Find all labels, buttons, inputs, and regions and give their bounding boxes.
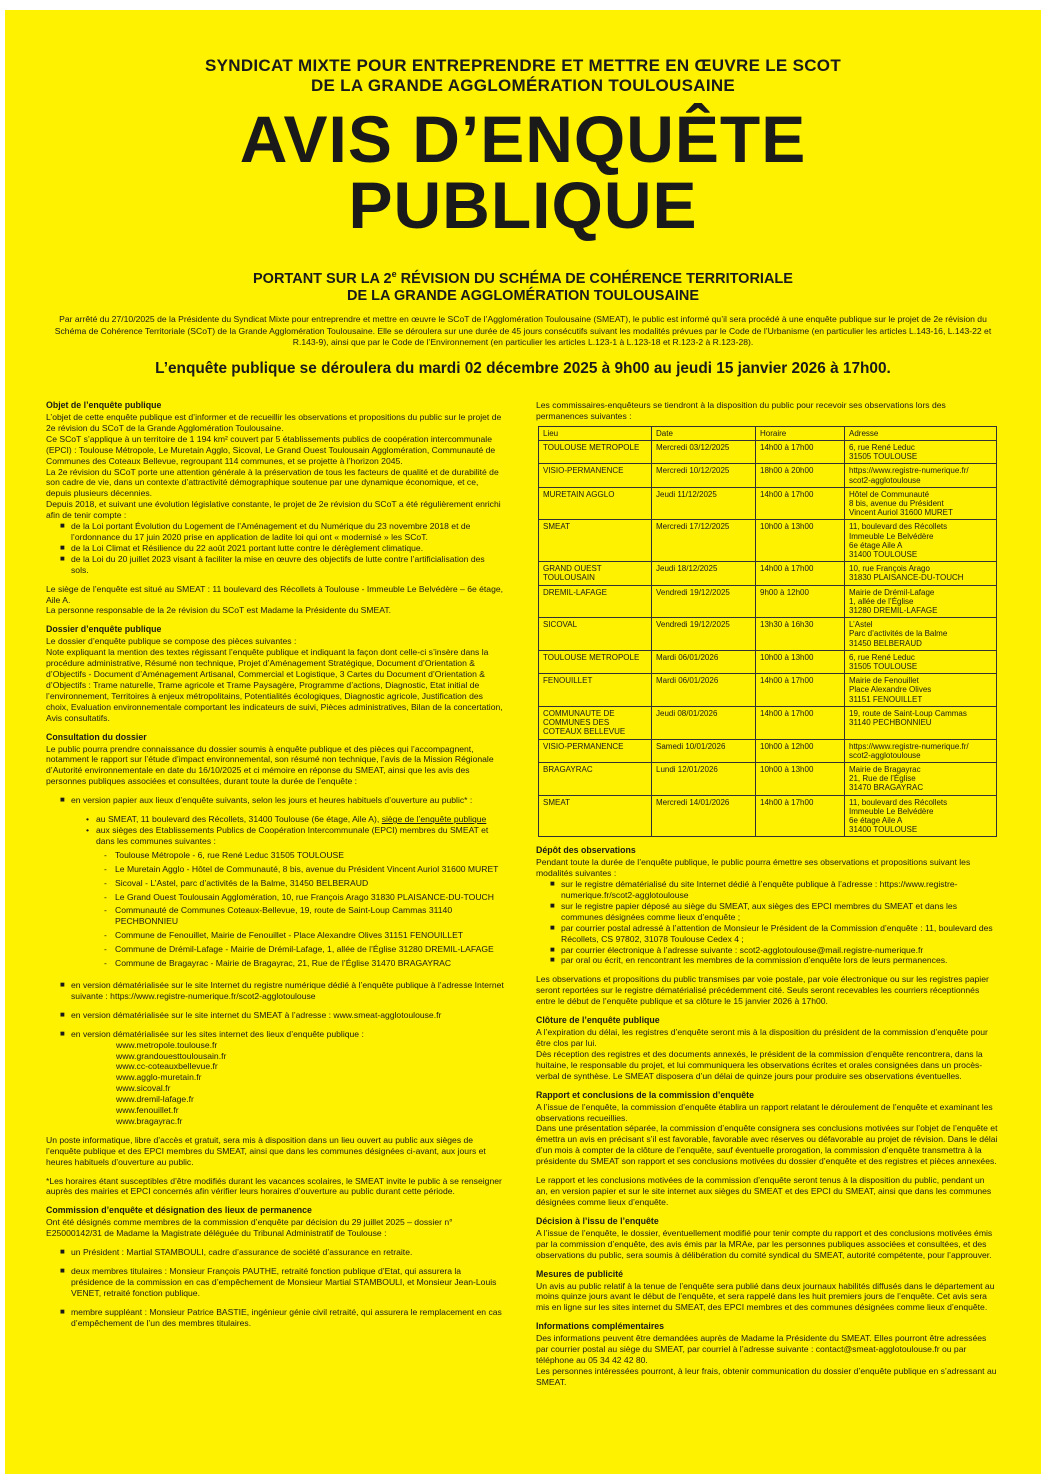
- website-link[interactable]: www.bragayrac.fr: [116, 1115, 183, 1126]
- table-row: [539, 520, 997, 562]
- cell-lieu: COMMUNAUTE DE COMMUNES DES COTEAUX BELLEVUE: [539, 706, 652, 739]
- list-item: ■ en version dématérialisée sur les sites internet des lieux d’enquête publique :: [60, 1029, 504, 1040]
- table-row: [539, 618, 997, 651]
- enquete-dates: L’enquête publique se déroulera du mardi 02 décembre 2025 à 9h00 au jeudi 15 janvier 2026 à 17h00.: [155, 360, 891, 377]
- permanences-table-body: [539, 441, 997, 837]
- depot-title: Dépôt des observations: [536, 845, 636, 856]
- list-item: - Commune de Drémil-Lafage - Mairie de Drémil-Lafage, 1, allée de l’Église 31280 DREMIL-LAFAGE: [104, 944, 504, 955]
- subtitle: [5, 266, 1041, 305]
- list-item: ■ en version dématérialisée sur le site Internet du registre numérique dédié à l’enquête publique à l’adresse Internet suivante : https://www.registre-numerique.fr/scot2-agglotoulouse: [60, 980, 504, 1002]
- objet-paragraph: Ce SCoT s’applique à un territoire de 1 194 km² couvert par 5 établissements publics de coopération intercommunale (EPCI) : Toulouse Métropole, Le Muretain Agglo, Sicoval, Le Grand Ouest Toulousain Agglomération, Communauté de Communes des Coteaux Bellevue, regroupant 114 communes, et se projette à l’horizon 2045.: [46, 433, 496, 466]
- title-line-1: AVIS D’ENQUÊTE: [239, 102, 807, 176]
- column-header: Horaire: [756, 426, 845, 440]
- org-line-2: DE LA GRANDE AGGLOMÉRATION TOULOUSAINE: [310, 76, 736, 95]
- cell-horaire: 14h00 à 17h00: [756, 795, 845, 837]
- title-line-2: PUBLIQUE: [348, 168, 698, 242]
- commission-president-list: [46, 1247, 504, 1258]
- table-row: [539, 762, 997, 795]
- cell-date: Mercredi 03/12/2025: [652, 441, 756, 464]
- cell-horaire: 10h00 à 13h00: [756, 650, 845, 673]
- cell-date: Vendredi 19/12/2025: [652, 585, 756, 618]
- cell-lieu: SMEAT: [539, 520, 652, 562]
- list-item: ■ en version papier aux lieux d’enquête suivants, selon les jours et heures habituels d’ouverture au public* :: [60, 795, 504, 806]
- table-row: [539, 739, 997, 762]
- depot-list: [536, 879, 998, 966]
- list-item: ■ deux membres titulaires : Monsieur François PAUTHE, retraité fonction publique d’Etat, qui assurera la présidence de la commission en cas d’empêchement de Monsieur Martial STAMBOULI, et Monsieur Jean-Louis VENET, retraité fonction publique.: [60, 1266, 504, 1299]
- cloture-title: Clôture de l’enquête publique: [536, 1015, 660, 1026]
- cell-date: Samedi 10/01/2026: [652, 739, 756, 762]
- depot-paragraph: Pendant toute la durée de l’enquête publique, le public pourra émettre ses observations et propositions suivant les modalités suivantes :: [536, 857, 971, 879]
- cell-horaire: 14h00 à 17h00: [756, 706, 845, 739]
- website-link[interactable]: www.fenouillet.fr: [116, 1105, 179, 1116]
- cell-adresse: Hôtel de Communauté 8 bis, avenue du Président Vincent Auriol 31600 MURET: [845, 487, 997, 520]
- cell-date: Jeudi 18/12/2025: [652, 562, 756, 585]
- depot-paragraph: Les observations et propositions du public transmises par voie postale, par voie électronique ou sur les registres papier seront reportées sur le registre dématérialisé précédemment cité. Seuls seront recevables les courriers réceptionnés entre le début de l’enquête publique et sa clôture le 15 janvier 2026 à 17h00.: [536, 974, 989, 1007]
- cell-adresse: 10, rue François Arago 31830 PLAISANCE-DU-TOUCH: [845, 562, 997, 585]
- list-item: - Communauté de Communes Coteaux-Bellevue, 19, route de Saint-Loup Cammas 31140 PECHBONNIEU: [104, 905, 504, 927]
- cell-adresse: 6, rue René Leduc 31505 TOULOUSE: [845, 441, 997, 464]
- informations-title: Informations complémentaires: [536, 1321, 665, 1332]
- list-item: - Le Muretain Agglo - Hôtel de Communauté, 8 bis, avenue du Président Vincent Auriol 31600 MURET: [104, 864, 504, 875]
- cell-date: Jeudi 11/12/2025: [652, 487, 756, 520]
- table-header-row: [539, 426, 997, 440]
- list-item: ■ par courrier électronique à l’adresse suivante : scot2-agglotoulouse@mail.registre-numerique.fr: [550, 945, 998, 956]
- website-link[interactable]: www.cc-coteauxbellevue.fr: [116, 1061, 218, 1072]
- cell-lieu: GRAND OUEST TOULOUSAIN: [539, 562, 652, 585]
- subtitle-part-b: RÉVISION DU SCHÉMA DE COHÉRENCE TERRITORIALE: [396, 270, 793, 287]
- lieux-list: [46, 850, 504, 969]
- org-line-1: SYNDICAT MIXTE POUR ENTREPRENDRE ET METTRE EN ŒUVRE LE SCOT: [204, 56, 842, 75]
- cell-lieu: DREMIL-LAFAGE: [539, 585, 652, 618]
- commission-paragraph: Ont été désignés comme membres de la commission d’enquête par décision du 29 juillet 2025 – dossier n° E25000142/31 de Madame la Magistrate déléguée du Tribunal Administratif de Toulouse :: [46, 1217, 453, 1239]
- list-item: - Le Grand Ouest Toulousain Agglomération, 10, rue François Arago 31830 PLAISANCE-DU-TOUCH: [104, 892, 504, 903]
- cell-date: Vendredi 19/12/2025: [652, 618, 756, 651]
- cell-lieu: TOULOUSE METROPOLE: [539, 441, 652, 464]
- subtitle-line-1: [5, 266, 1041, 288]
- cell-horaire: 14h00 à 17h00: [756, 487, 845, 520]
- horaires-note: *Les horaires étant susceptibles d’être modifiés durant les vacances scolaires, le SMEAT invite le public à se renseigner auprès des mairies et EPCI concernés afin vérifier leurs horaires d’ouverture au public durant cette période.: [46, 1175, 502, 1197]
- permanences-table: [538, 426, 997, 838]
- decision-paragraph: A l’issue de l’enquête, le dossier, éventuellement modifié pour tenir compte du rapport et des conclusions motivées émis par la commission d’enquête, des avis émis par la MRAe, par les personnes publiques associées et consultées, et des observations du public, sera soumis à délibération du comité syndical du SMEAT, autorité compétente, pour l’approuver.: [536, 1227, 993, 1260]
- rapport-paragraph: Le rapport et les conclusions motivées de la commission d’enquête seront tenus à la disposition du public, pendant un an, en version papier et sur le site internet aux sièges du SMEAT et des EPCI du SMEAT, ainsi que dans les communes désignées comme lieux d’enquête.: [536, 1175, 992, 1207]
- subtitle-line-2: DE LA GRANDE AGGLOMÉRATION TOULOUSAINE: [346, 287, 700, 304]
- cell-horaire: 14h00 à 17h00: [756, 562, 845, 585]
- cell-horaire: 14h00 à 17h00: [756, 674, 845, 707]
- list-item: ■ par courrier postal adressé à l’attention de Monsieur le Président de la Commission d’enquête : 11, boulevard des Récollets, CS 97802, 31078 Toulouse Cedex 4 ;: [550, 923, 998, 945]
- objet-paragraph: Le siège de l’enquête est situé au SMEAT : 11 boulevard des Récollets à Toulouse - Immeuble Le Belvédère – 6e étage, Aile A.: [46, 583, 504, 605]
- table-row: [539, 585, 997, 618]
- table-row: [539, 706, 997, 739]
- table-row: [539, 464, 997, 487]
- cell-date: Mercredi 17/12/2025: [652, 520, 756, 562]
- cell-lieu: VISIO-PERMANENCE: [539, 739, 652, 762]
- list-item: - Toulouse Métropole - 6, rue René Leduc 31505 TOULOUSE: [104, 850, 504, 861]
- cell-adresse: Mairie de Bragayrac 21, Rue de l’Église 31470 BRAGAYRAC: [845, 762, 997, 795]
- main-title: [5, 102, 1041, 242]
- website-link[interactable]: www.dremil-lafage.fr: [116, 1094, 194, 1105]
- cell-adresse: L’Astel Parc d’activités de la Balme 31450 BELBERAUD: [845, 618, 997, 651]
- cell-date: Mercredi 10/12/2025: [652, 464, 756, 487]
- cell-horaire: 13h30 à 16h30: [756, 618, 845, 651]
- objet-bullet-list: [46, 521, 504, 576]
- cell-lieu: BRAGAYRAC: [539, 762, 652, 795]
- list-item: ■ sur le registre dématérialisé du site Internet dédié à l’enquête publique à l’adresse : https://www.registre-numerique.fr/scot2-agglotoulouse: [550, 879, 998, 901]
- left-column: [46, 400, 504, 1329]
- cell-horaire: 18h00 à 20h00: [756, 464, 845, 487]
- consultation-dematerialise-list: [46, 980, 504, 1002]
- column-header: Date: [652, 426, 756, 440]
- organisation-name: [5, 56, 1041, 96]
- website-link[interactable]: www.grandouesttoulousain.fr: [116, 1050, 227, 1061]
- list-item: [86, 814, 504, 825]
- dossier-title: Dossier d’enquête publique: [46, 624, 162, 635]
- decision-title: Décision à l’issu de l’enquête: [536, 1215, 659, 1226]
- poste-paragraph: Un poste informatique, libre d’accès et gratuit, sera mis à disposition dans un lieu ouvert au public aux sièges de l’enquête publique et des EPCI membres du SMEAT, ainsi que dans les communes désignées ci-avant, aux jours et heures habituels d’ouverture au public.: [46, 1134, 486, 1167]
- list-item: ■ un Président : Martial STAMBOULI, cadre d’assurance de société d’assurance en retraite.: [60, 1247, 504, 1258]
- smeat-address: au SMEAT, 11 boulevard des Récollets, 31400 Toulouse (6e étage, Aile A),: [96, 814, 382, 825]
- list-item: - Sicoval - L’Astel, parc d’activités de la Balme, 31450 BELBERAUD: [104, 878, 504, 889]
- list-item: ■ de la Loi portant Évolution du Logement de l’Aménagement et du Numérique du 23 novembre 2018 et de l’ordonnance du 17 juin 2020 prise en application de ladite loi qui ont « modernisé » les SCoT.: [60, 521, 504, 543]
- objet-title: Objet de l’enquête publique: [46, 400, 162, 410]
- cell-date: Jeudi 08/01/2026: [652, 706, 756, 739]
- cell-date: Lundi 12/01/2026: [652, 762, 756, 795]
- poster: [5, 10, 1041, 1474]
- objet-paragraph: La personne responsable de la 2e révision du SCoT est Madame la Présidente du SMEAT.: [46, 605, 392, 616]
- rapport-paragraph: A l’issue de l’enquête, la commission d’enquête établira un rapport relatant le déroulement de l’enquête et examinant les observations recueillies.: [536, 1101, 993, 1123]
- list-item: ■ membre suppléant : Monsieur Patrice BASTIE, ingénieur génie civil retraité, qui assurera le remplacement en cas d’empêchement de l’un des membres titulaires.: [60, 1307, 504, 1329]
- objet-paragraph: L’objet de cette enquête publique est d’informer et de recueillir les observations et propositions du public sur le projet de 2e révision du SCoT de la Grande Agglomération Toulousaine.: [46, 412, 502, 433]
- consultation-paragraph: Le public pourra prendre connaissance du dossier soumis à enquête publique et des pièces qui l’accompagnent, notamment le rapport sur l’étude d’impact environnemental, son résumé non technique, l’avis de la Mission Régionale d’Autorité environnementale en date du 16/10/2025 et ci mémoire en réponse du SMEAT, ainsi que les avis des personnes publiques associées et consultées, durant toute la durée de l’enquête :: [46, 743, 494, 787]
- rapport-paragraph: Dans une présentation séparée, la commission d’enquête consignera ses conclusions motivées sur l’objet de l’enquête et émettra un avis en précisant s’il est favorable, favorable avec réserves ou défavorable au projet de révision. Dans le délai d’un mois à compter de la clôture de l’enquête, sauf éventuelle prorogation, la commission d’enquête transmettra à la présidente du SMEAT son rapport et ses conclusions motivées du dossier d’enquête et des registres et pièces annexées.: [536, 1123, 998, 1167]
- list-item: ■ en version dématérialisée sur le site internet du SMEAT à l’adresse : www.smeat-agglotoulouse.fr: [60, 1010, 504, 1021]
- siege-link[interactable]: siège de l’enquête publique: [381, 814, 487, 825]
- list-item: • aux sièges des Etablissements Publics de Coopération Intercommunale (EPCI) membres du SMEAT et dans les communes suivantes :: [86, 825, 504, 847]
- commission-suppleant-list: [46, 1307, 504, 1329]
- subtitle-part-a: PORTANT SUR LA 2: [253, 270, 392, 287]
- informations-paragraph: Des informations peuvent être demandées auprès de Madame la Présidente du SMEAT. Elles pourront être adressées par courrier postal au siège du SMEAT, par courriel à l’adresse suivante : contact@smeat-agglotoulouse.fr ou par téléphone au 05 34 42 42 80.: [536, 1333, 987, 1366]
- table-row: [539, 487, 997, 520]
- objet-paragraph: La 2e révision du SCoT porte une attention générale à la préservation de tous les facteurs de qualité et de durabilité de son cadre de vie, dans un contexte d’attractivité démographique soutenue par une dynamique économique, et ce, depuis plusieurs décennies.: [46, 466, 499, 499]
- commission-titulaires-list: [46, 1266, 504, 1299]
- table-row: [539, 562, 997, 585]
- list-item: ■ de la Loi du 20 juillet 2023 visant à faciliter la mise en œuvre des objectifs de lutte contre l’artificialisation des sols.: [60, 554, 504, 576]
- consultation-smeat-site-list: [46, 1010, 504, 1021]
- list-item: - Commune de Fenouillet, Mairie de Fenouillet - Place Alexandre Olives 31151 FENOUILLET: [104, 930, 504, 941]
- cloture-paragraph: A l’expiration du délai, les registres d’enquête seront mis à la disposition du président de la commission d’enquête pour être clos par lui.: [536, 1027, 988, 1049]
- cell-horaire: 9h00 à 12h00: [756, 585, 845, 618]
- informations-paragraph: Les personnes intéressées pourront, à leur frais, obtenir communication du dossier d’enquête publique en s’adressant au SMEAT.: [536, 1365, 997, 1387]
- column-header: Lieu: [539, 426, 652, 440]
- cell-horaire: 14h00 à 17h00: [756, 441, 845, 464]
- cell-adresse: Mairie de Drémil-Lafage 1, allée de l’Église 31280 DREMIL-LAFAGE: [845, 585, 997, 618]
- dossier-paragraph: Le dossier d’enquête publique se compose des pièces suivantes :: [46, 636, 297, 647]
- list-item: ■ par oral ou écrit, en rencontrant les membres de la commission d’enquête lors de leurs permanences.: [550, 955, 998, 966]
- cloture-paragraph: Dès réception des registres et des documents annexés, le président de la commission d’enquête rencontrera, dans la huitaine, le responsable du projet, et lui communiquera les observations écrites et orales consignées dans un procès-verbal de synthèse. Le SMEAT disposera d’un délai de quinze jours pour produire ses observations éventuelles.: [536, 1048, 983, 1081]
- consultation-paper-list: [46, 795, 504, 806]
- cell-date: Mercredi 14/01/2026: [652, 795, 756, 837]
- consultation-sites-list: [46, 1029, 504, 1040]
- cell-date: Mardi 06/01/2026: [652, 650, 756, 673]
- list-item: - Commune de Bragayrac - Mairie de Bragayrac, 21, Rue de l’Église 31470 BRAGAYRAC: [104, 958, 504, 969]
- cell-adresse: https://www.registre-numerique.fr/ scot2-agglotoulouse: [845, 739, 997, 762]
- cell-adresse: 19, route de Saint-Loup Cammas 31140 PECHBONNIEU: [845, 706, 997, 739]
- cell-date: Mardi 06/01/2026: [652, 674, 756, 707]
- list-item: ■ sur le registre papier déposé au siège du SMEAT, aux sièges des EPCI membres du SMEAT et dans les communes désignées comme lieux d’enquête ;: [550, 901, 998, 923]
- website-link[interactable]: www.sicoval.fr: [116, 1083, 171, 1094]
- consultation-title: Consultation du dossier: [46, 731, 147, 742]
- cell-lieu: SMEAT: [539, 795, 652, 837]
- table-row: [539, 650, 997, 673]
- publicite-paragraph: Un avis au public relatif à la tenue de l’enquête sera publié dans deux journaux habilités diffusés dans le département au moins quinze jours avant le début de l’enquête, et sera rappelé dans les huit premiers jours de l’enquête. Cet avis sera mis en ligne sur les sites internet du SMEAT, des EPCI membres et des communes désignées comme lieux d’enquête.: [536, 1280, 995, 1313]
- cell-adresse: 6, rue René Leduc 31505 TOULOUSE: [845, 650, 997, 673]
- list-item: ■ de la Loi Climat et Résilience du 22 août 2021 portant lutte contre le dérèglement climatique.: [60, 543, 504, 554]
- cell-horaire: 10h00 à 12h00: [756, 739, 845, 762]
- permanences-intro: Les commissaires-enquêteurs se tiendront à la disposition du public pour recevoir ses observations lors des permanences suivantes :: [536, 400, 946, 421]
- objet-paragraph: Depuis 2018, et suivant une évolution législative constante, le projet de 2e révision du SCoT a été régulièrement enrichi afin de tenir compte :: [46, 499, 501, 521]
- rapport-title: Rapport et conclusions de la commission d’enquête: [536, 1089, 755, 1100]
- commission-title: Commission d’enquête et désignation des lieux de permanence: [46, 1205, 312, 1216]
- table-row: [539, 795, 997, 837]
- publicite-title: Mesures de publicité: [536, 1268, 624, 1279]
- column-header: Adresse: [845, 426, 997, 440]
- dossier-paragraph: Note expliquant la mention des textes régissant l’enquête publique et indiquant la façon dont celle-ci s’insère dans la procédure administrative, Résumé non technique, Projet d’Aménagement Stratégique, Document d’Orientation & d’Objectifs - Document d’Aménagement Artisanal, Commercial et Logistique, 3 Cartes du Document d’Orientation & d’Objectifs : Trame naturelle, Trame agricole et Trame Paysagère, Programme d’actions, Diagnostic, Etat initial de l’environnement, Territoires à enjeux métropolitains, Potentialités écologiques, Diagnostic agricole, Justification des choix, Evaluation environnementale comportant les indicateurs de suivi, Pièces administratives, Bilan de la concertation, Avis consultatifs.: [46, 647, 503, 723]
- cell-lieu: FENOUILLET: [539, 674, 652, 707]
- website-link[interactable]: www.metropole.toulouse.fr: [116, 1039, 218, 1050]
- table-row: [539, 441, 997, 464]
- cell-lieu: MURETAIN AGGLO: [539, 487, 652, 520]
- cell-horaire: 10h00 à 13h00: [756, 520, 845, 562]
- websites-list: [46, 1040, 504, 1127]
- intro-paragraph: Par arrêté du 27/10/2025 de la Présidente du Syndicat Mixte pour entreprendre et mettre en œuvre le SCoT de l’Agglomération Toulousaine (SMEAT), le public est informé qu’il sera procédé à une enquête publique sur le projet de 2e révision du Schéma de Cohérence Territoriale (SCoT) de la Grande Agglomération Toulousaine. Elle se déroulera sur une durée de 45 jours consécutifs suivant les modalités prévues par le Code de l’Urbanisme (en particulier les articles L.143-16, L.143-22 et R.143-9), ainsi que par le Code de l’Environnement (en particulier les articles L.123-1 à L.123-18 et R.123-2 à R.123-28).: [54, 314, 992, 347]
- cell-adresse: 11, boulevard des Récollets Immeuble Le Belvédère 6e étage Aile A 31400 TOULOUSE: [845, 520, 997, 562]
- cell-horaire: 10h00 à 13h00: [756, 762, 845, 795]
- cell-lieu: TOULOUSE METROPOLE: [539, 650, 652, 673]
- subtitle-sup: e: [391, 269, 397, 279]
- cell-adresse: https://www.registre-numerique.fr/ scot2-agglotoulouse: [845, 464, 997, 487]
- cell-adresse: 11, boulevard des Récollets Immeuble Le Belvédère 6e étage Aile A 31400 TOULOUSE: [845, 795, 997, 837]
- consultation-sieges-list: [46, 814, 504, 847]
- website-link[interactable]: www.agglo-muretain.fr: [116, 1072, 202, 1083]
- table-row: [539, 674, 997, 707]
- cell-lieu: SICOVAL: [539, 618, 652, 651]
- cell-lieu: VISIO-PERMANENCE: [539, 464, 652, 487]
- right-column: [536, 400, 998, 1388]
- cell-adresse: Mairie de Fenouillet Place Alexandre Olives 31151 FENOUILLET: [845, 674, 997, 707]
